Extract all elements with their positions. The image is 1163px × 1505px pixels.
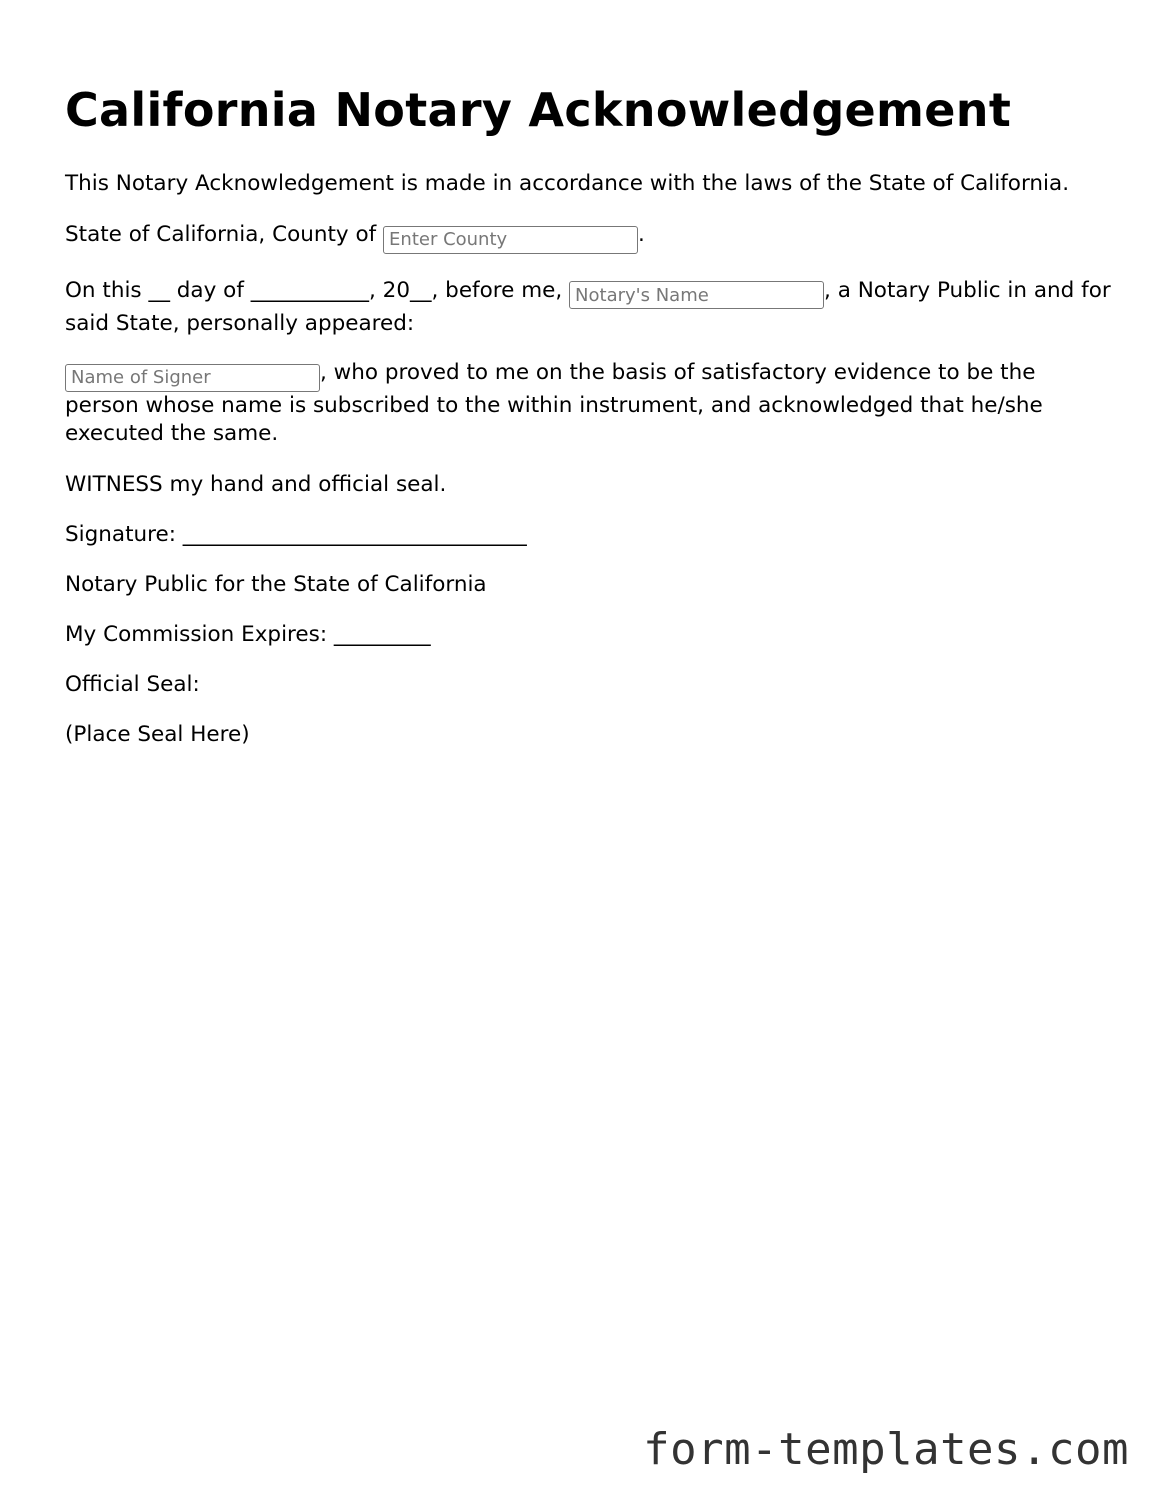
commission-expires-line: My Commission Expires: _________	[65, 621, 431, 647]
appearance-paragraph	[65, 276, 1115, 340]
document-page	[65, 80, 1115, 748]
county-input[interactable]	[383, 226, 638, 254]
witness-line: WITNESS my hand and official seal.	[65, 471, 447, 497]
place-seal-label: (Place Seal Here)	[65, 721, 250, 747]
county-suffix: .	[638, 222, 645, 247]
notary-name-input[interactable]	[569, 281, 824, 309]
signature-line: Signature: ________________________________	[65, 521, 527, 547]
appearance-prefix: On this __ day of ___________, 20__, before me,	[65, 277, 570, 303]
appearance-suffix: , a Notary Public in and for said State, personally appeared:	[65, 277, 1111, 336]
watermark: form-templates.com	[643, 1424, 1129, 1475]
county-prefix: State of California, County of	[65, 222, 384, 247]
signer-paragraph	[65, 359, 1115, 448]
signer-suffix: , who proved to me on the basis of satisfactory evidence to be the person whose name is subscribed to the within instrument, and acknowledged that he/she executed the same.	[65, 360, 1043, 446]
intro-paragraph: This Notary Acknowledgement is made in accordance with the laws of the State of California.	[65, 171, 1070, 196]
page-title: California Notary Acknowledgement	[65, 83, 1012, 137]
notary-public-line: Notary Public for the State of California	[65, 571, 487, 597]
signer-name-input[interactable]	[65, 364, 320, 392]
county-line	[65, 220, 1115, 254]
official-seal-label: Official Seal:	[65, 671, 200, 697]
